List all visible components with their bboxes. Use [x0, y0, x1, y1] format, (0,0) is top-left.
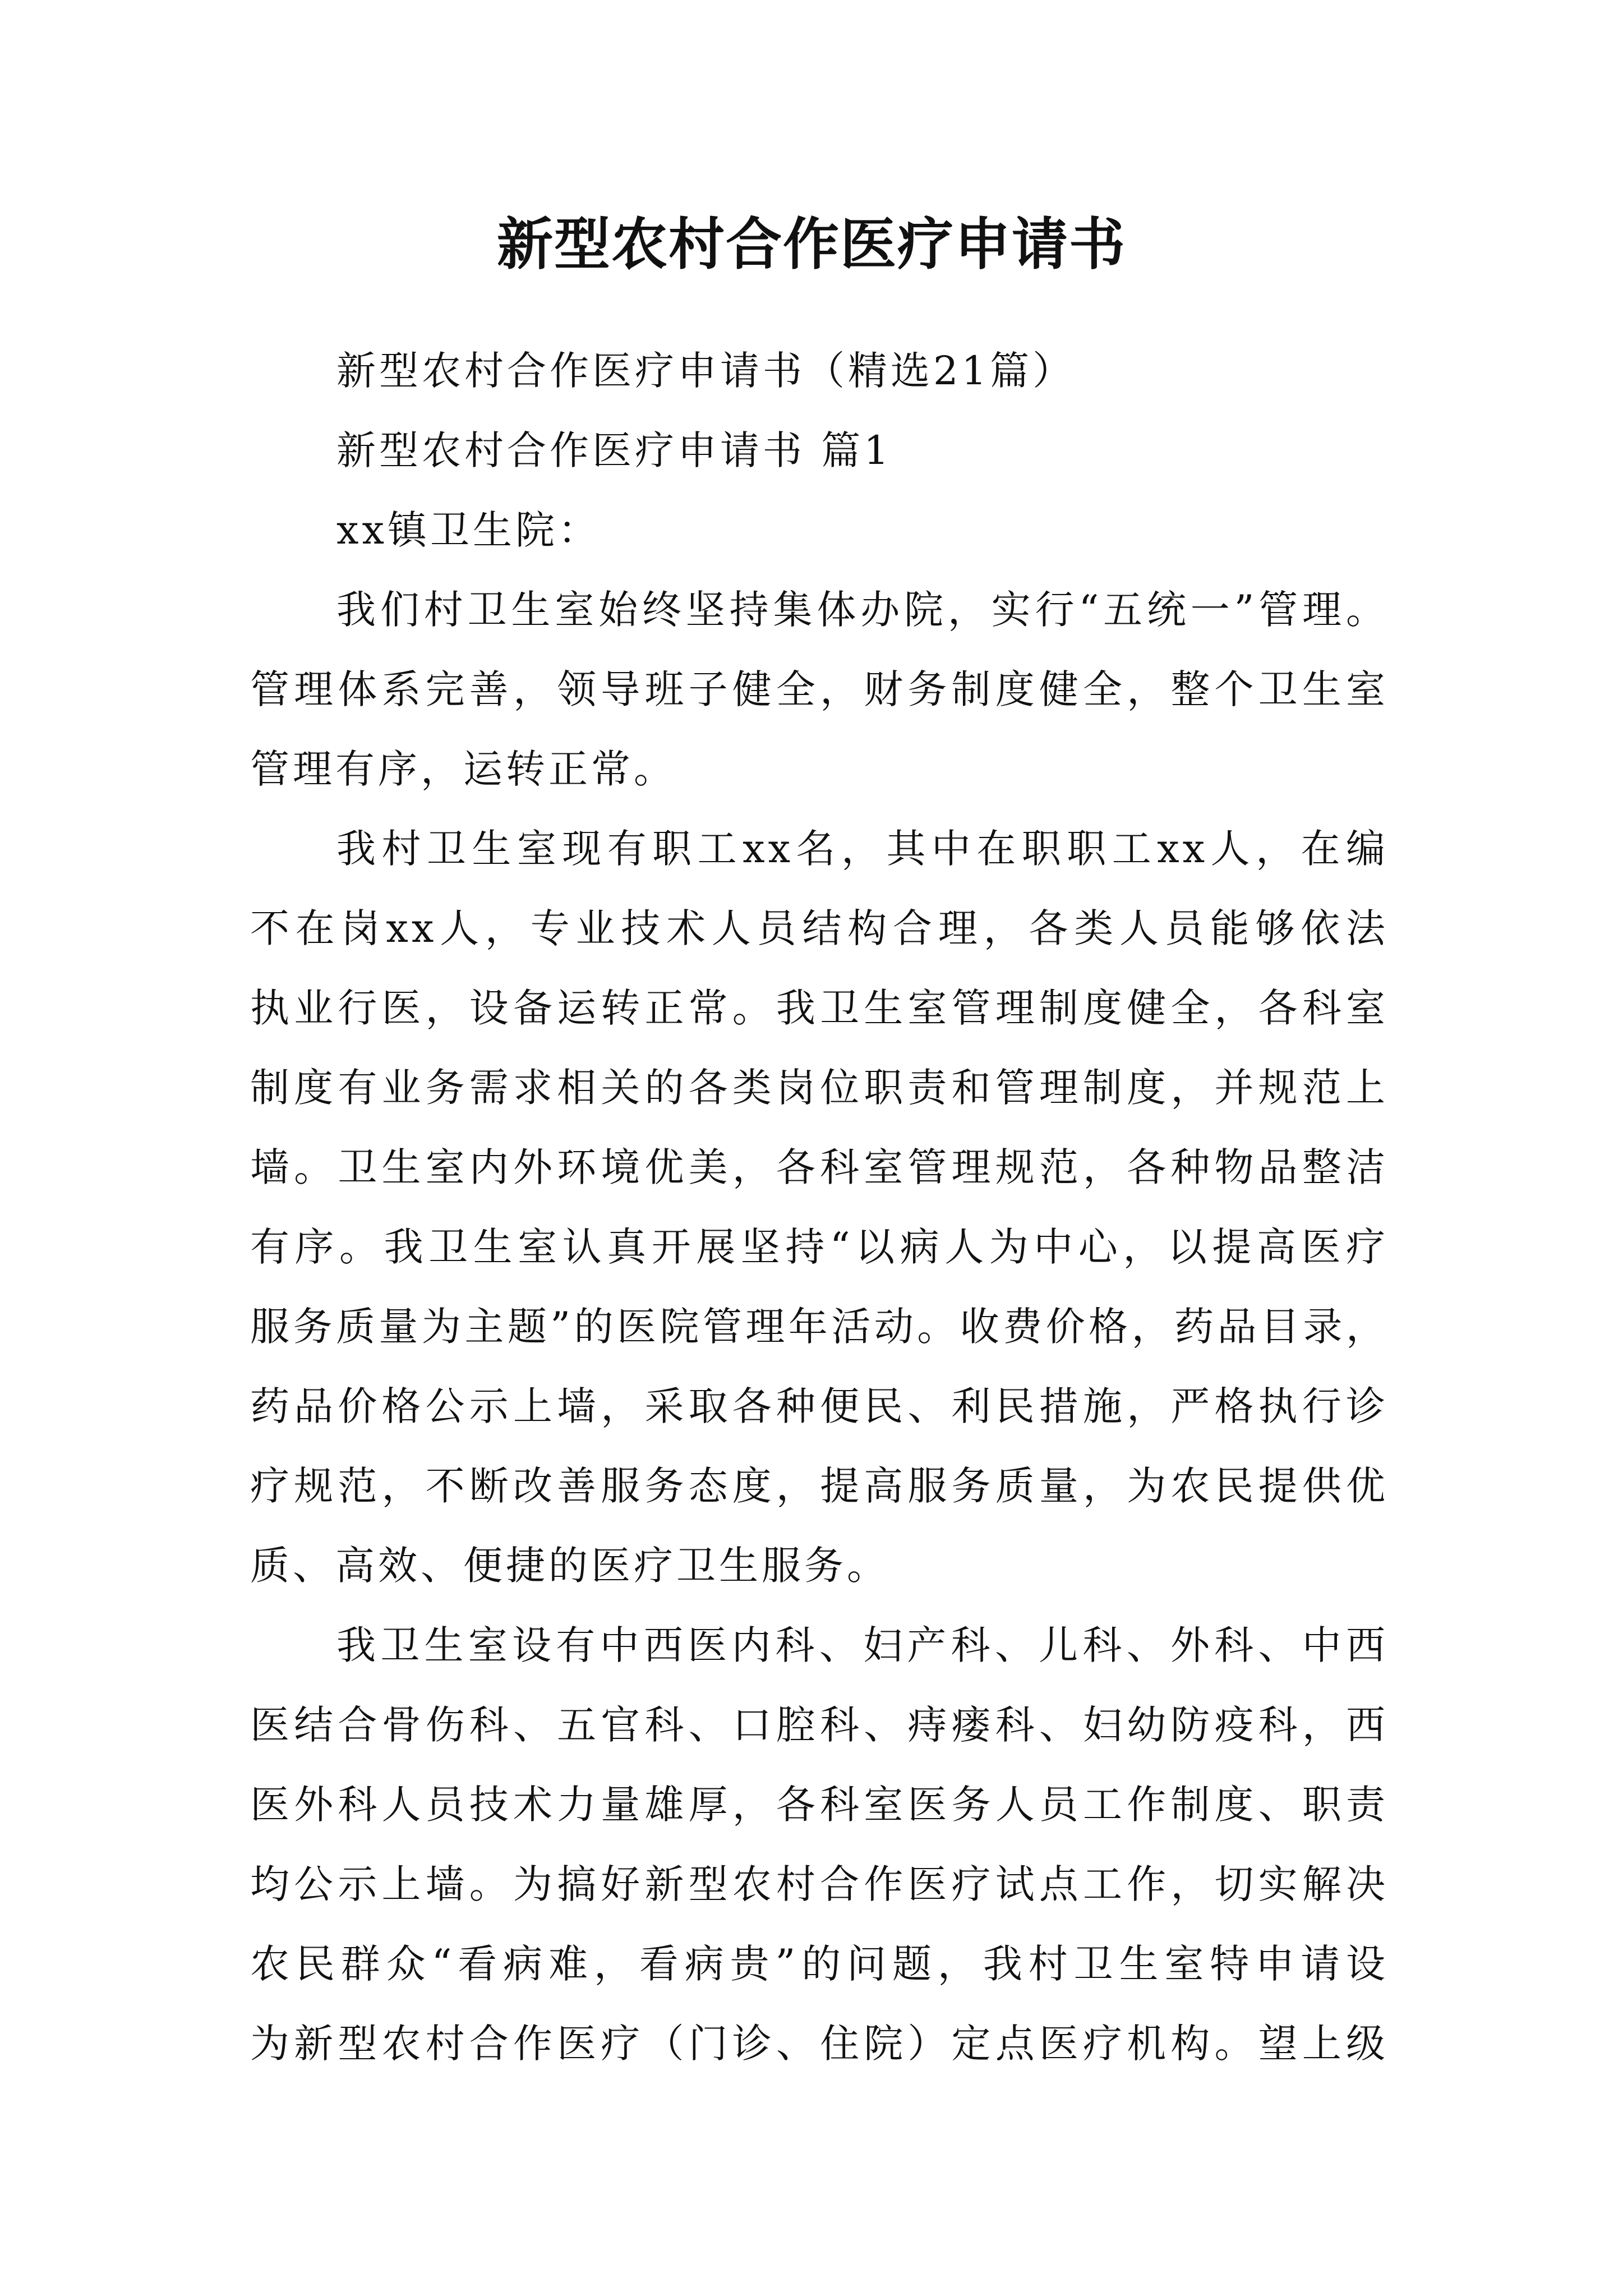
paragraph-line: 均公示上墙。为搞好新型农村合作医疗试点工作，切实解决 [250, 1861, 1389, 1907]
paragraph-line: 为新型农村合作医疗（门诊、住院）定点医疗机构。望上级 [250, 2021, 1389, 2067]
salutation: xx镇卫生院： [336, 507, 601, 553]
paragraph-line: 不在岗xx人，专业技术人员结构合理，各类人员能够依法 [250, 905, 1389, 951]
paragraph-line: 医外科人员技术力量雄厚，各科室医务人员工作制度、职责 [250, 1782, 1389, 1828]
paragraph-line: 管理体系完善，领导班子健全，财务制度健全，整个卫生室 [250, 666, 1389, 712]
paragraph-line: 制度有业务需求相关的各类岗位职责和管理制度，并规范上 [250, 1065, 1389, 1111]
paragraph-line: 墙。卫生室内外环境优美，各科室管理规范，各种物品整洁 [250, 1144, 1389, 1190]
document-body [250, 331, 1389, 2083]
paragraph-line: 管理有序，运转正常。 [250, 746, 676, 792]
subtitle-line: 新型农村合作医疗申请书（精选21篇） [336, 348, 1076, 394]
paragraph-line: 医结合骨伤科、五官科、口腔科、痔瘘科、妇幼防疫科，西 [250, 1702, 1389, 1748]
paragraph-line: 农民群众“看病难，看病贵”的问题，我村卫生室特申请设 [250, 1941, 1389, 1987]
document-title: 新型农村合作医疗申请书 [497, 211, 1126, 277]
paragraph-line: 有序。我卫生室认真开展坚持“以病人为中心，以提高医疗 [250, 1224, 1389, 1270]
paragraph-line: 质、高效、便捷的医疗卫生服务。 [250, 1543, 889, 1589]
paragraph-line: 我村卫生室现有职工xx名，其中在职职工xx人，在编 [336, 826, 1389, 872]
paragraph-line: 我们村卫生室始终坚持集体办院，实行“五统一”管理。 [336, 587, 1389, 633]
paragraph-line: 执业行医，设备运转正常。我卫生室管理制度健全，各科室 [250, 985, 1389, 1031]
paragraph-line: 疗规范，不断改善服务态度，提高服务质量，为农民提供优 [250, 1463, 1389, 1509]
paragraph-line: 我卫生室设有中西医内科、妇产科、儿科、外科、中西 [336, 1622, 1389, 1668]
paragraph-line: 药品价格公示上墙，采取各种便民、利民措施，严格执行诊 [250, 1383, 1389, 1429]
section-heading: 新型农村合作医疗申请书 篇1 [336, 427, 892, 473]
paragraph-line: 服务质量为主题”的医院管理年活动。收费价格，药品目录， [250, 1304, 1389, 1350]
